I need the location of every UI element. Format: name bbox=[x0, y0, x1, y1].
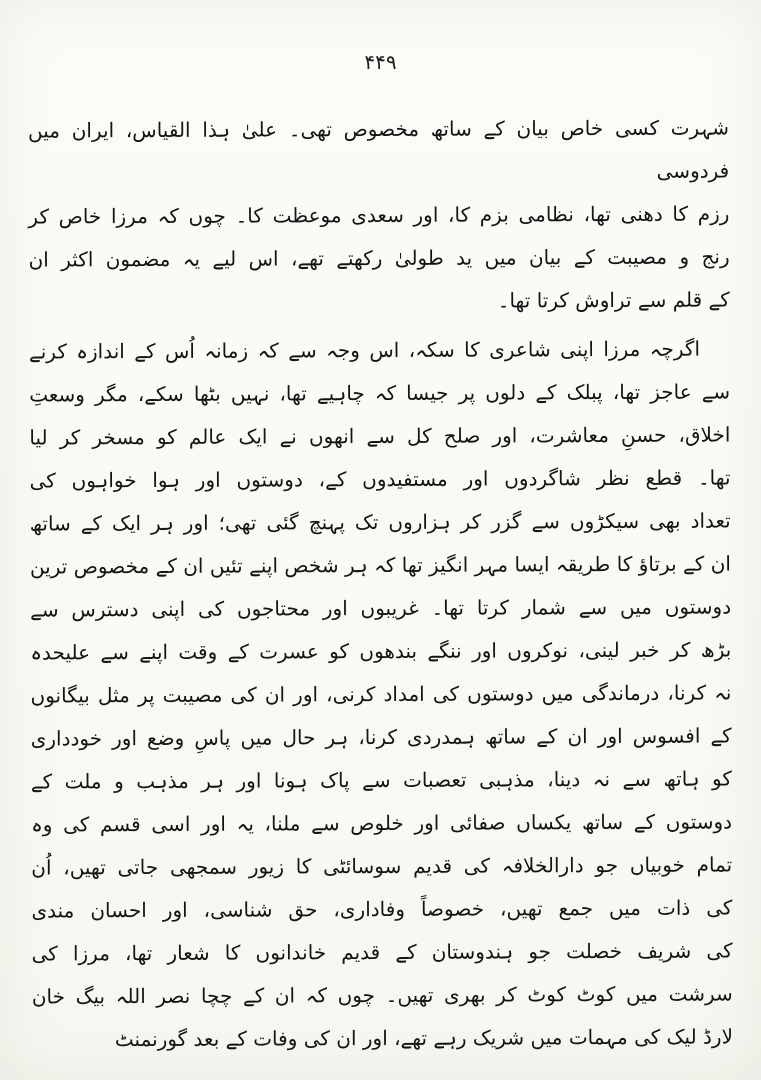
text-line: لارڈ لیک کی مہمات میں شریک رہے تھے، اور ان کی وفات کے بعد گورنمنٹ bbox=[114, 1024, 734, 1052]
text-line: اخلاق، حسنِ معاشرت، اور صلح کل سے انھوں نے ایک عالم کو مسخر کر لیا bbox=[29, 422, 731, 450]
text-line: نہ کرنا، درماندگی میں دوستوں کی امداد کرنی، اور ان کی مصیبت پر مثل بیگانوں bbox=[30, 680, 732, 708]
text-line: کے قلم سے تراوش کرتا تھا۔ bbox=[497, 287, 730, 313]
text-line: کی ذات میں جمع تھیں، خصوصاً وفاداری، حق شناسی، اور احسان مندی bbox=[31, 895, 733, 923]
text-line: کی شریف خصلت جو ہندوستان کے قدیم خاندانوں کا شعار تھا، مرزا کی bbox=[31, 938, 733, 966]
text-line: تھا۔ قطع نظر شاگردوں اور مستفیدوں کے، دوستوں اور ہوا خواہوں کی bbox=[29, 465, 731, 493]
paragraph bbox=[29, 327, 733, 1061]
paragraph bbox=[28, 106, 730, 324]
text-line: اگرچہ مرزا اپنی شاعری کا سکہ، اس وجہ سے کہ زمانہ اُس کے اندازہ کرنے bbox=[28, 336, 701, 364]
page-number: ۴۴۹ bbox=[364, 50, 397, 74]
text-line: رنج و مصیبت کے بیان میں ید طولیٰ رکھتے تھے، اس لیے یہ مضمون اکثر ان bbox=[28, 244, 730, 272]
text-line: سے عاجز تھا، پبلک کے دلوں پر جیسا کہ چاہیے تھا، نہیں بٹھا سکے، مگر وسعتِ bbox=[29, 379, 731, 407]
text-line: بڑھ کر خبر لینی، نوکروں اور ننگے بندھوں کو عسرت کے وقت اپنے سے علیحدہ bbox=[30, 637, 732, 665]
text-line: تعداد بھی سیکڑوں سے گزر کر ہزاروں تک پہنچ گئی تھی؛ اور ہر ایک کے ساتھ bbox=[29, 508, 731, 536]
text-line: سرشت میں کوٹ کوٹ کر بھری تھیں۔ چوں کہ ان کے چچا نصر اللہ بیگ خان bbox=[31, 981, 733, 1009]
text-line: ان کے برتاؤ کا طریقہ ایسا مہر انگیز تھا کہ ہر شخص اپنے تئیں ان کے مخصوص ترین bbox=[29, 551, 731, 579]
text-line: کے افسوس اور ان کے ساتھ ہمدردی کرنا، ہر حال میں پاسِ وضع اور خودداری bbox=[30, 723, 732, 751]
text-line: دوستوں کے ساتھ یکساں صفائی اور خلوص سے ملنا، یہ اور اسی قسم کی وہ bbox=[30, 809, 733, 837]
page-text-body bbox=[28, 106, 733, 1061]
text-line: رزم کا دھنی تھا، نظامی بزم کا، اور سعدی موعظت کا۔ چوں کہ مرزا خاص کر bbox=[28, 201, 730, 229]
text-line: شہرت کسی خاص بیان کے ساتھ مخصوص تھی۔ علیٰ ہذا القیاس، ایران میں فردوسی bbox=[27, 115, 730, 183]
text-line: دوستوں میں سے شمار کرتا تھا۔ غریبوں اور محتاجوں کی اپنی دسترس سے bbox=[30, 594, 732, 622]
text-line: تمام خوبیاں جو دارالخلافہ کی قدیم سوسائٹی کا زیور سمجھی جاتی تھیں، اُن bbox=[31, 852, 733, 880]
text-line: کو ہاتھ سے نہ دینا، مذہبی تعصبات سے پاک ہونا اور ہر مذہب و ملت کے bbox=[30, 766, 732, 794]
